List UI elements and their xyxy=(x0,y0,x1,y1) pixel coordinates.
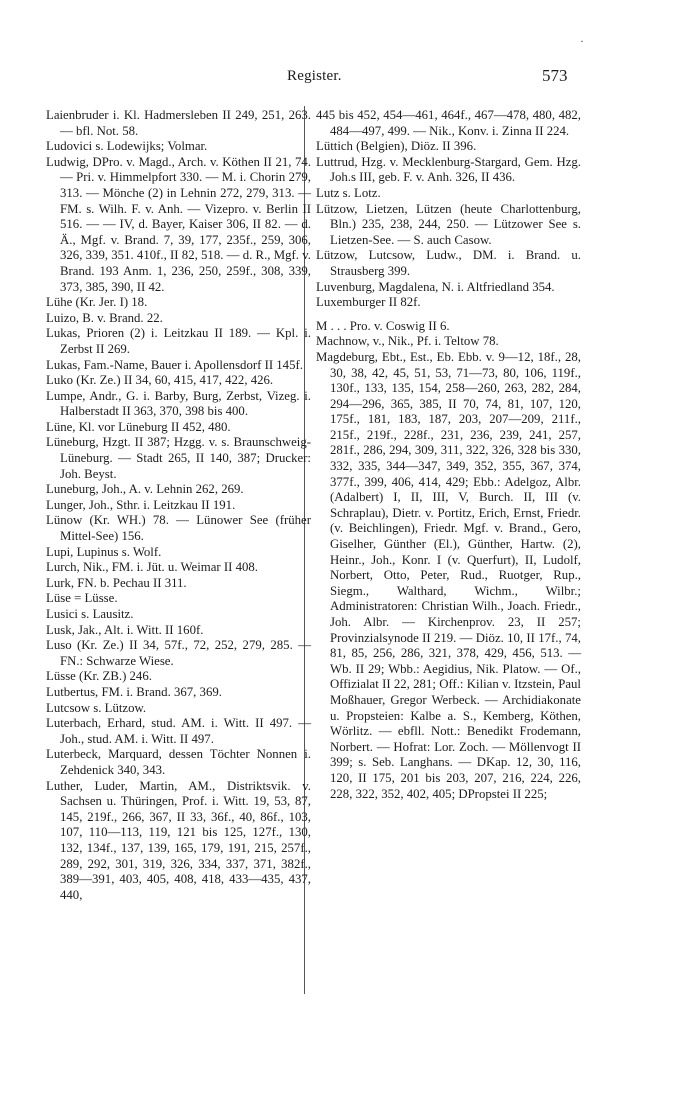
index-entry: Luso (Kr. Ze.) II 34, 57f., 72, 252, 279, 285. — FN.: Schwarze Wiese. xyxy=(46,638,311,668)
index-entry: Machnow, v., Nik., Pf. i. Teltow 78. xyxy=(316,334,499,349)
index-entry: Ludovici s. Lodewijks; Volmar. xyxy=(46,139,208,154)
index-entry: Lüsse (Kr. ZB.) 246. xyxy=(46,669,152,684)
page-header xyxy=(0,68,700,92)
index-entry: Lüneburg, Hzgt. II 387; Hzgg. v. s. Braunschweig-Lüneburg. — Stadt 265, II 140, 387; Drucker: Joh. Beyst. xyxy=(46,435,311,481)
index-entry: Lurk, FN. b. Pechau II 311. xyxy=(46,575,187,590)
index-entry: Luttrud, Hzg. v. Mecklenburg-Stargard, Gem. Hzg. Joh.s III, geb. F. v. Anh. 326, II 436. xyxy=(316,154,581,185)
index-entry: Magdeburg, Ebt., Est., Eb. Ebb. v. 9—12, 18f., 28, 30, 38, 42, 45, 51, 53, 71—73, 80, 106, 119f., 130f., 133, 135, 154, 258—260, 263, 282, 284, 294—296, 365, 385, II 70, 74, 81, 107, 120, 175f., 181, 183, 187, 203, 207—209, 211f., 215f., 219f., 228f., 231, 236, 239, 241, 257, 281f., 286, 294, 309, 311, 322, 326, 328 bis 330, 332, 335, 344—347, 349, 352, 355, 367, 374, 377f., 399, 406, 414, 429; Ebb.: Adelgoz, Albr. (Adalbert) I, II, III, V, Burch. II, III (v. Schraplau), Dietr. v. Portitz, Erich, Ernst, Friedr. (v. Beichlingen), Friedr. Mgf. v. Brand., Gero, Giselher, Günther (El.), Günther, Hartw. (2), Heinr., Joh., Konr. I (v. Querfurt), II, Ludolf, Norbert, Otto, Peter, Rud., Ruotger, Rup., Siegm., Walthard, Wichm., Wilbr.; Administratoren: Christian Wilh., Joach. Friedr., Joh. Albr. — Kirchenprov. 23, II 257; Provinzialsynode II 219. — Diöz. 10, II 17f., 74, 81, 85, 256, 286, 321, 378, 429, 456, 513. — Wb. II 29; Wbb.: Aegidius, Nik. Platow. — Of., Offizialat II 22, 281; Off.: Kilian v. Itzstein, Paul Moßhauer, Gregor Werbeck. — Archidiakonate u. Propsteien: Kalbe a. S., Kemberg, Köthen, Wörlitz. — ebfll. Nott.: Benedikt Frodemann, Norbert. — Hofrat: Lor. Zoch. — Möllenvogt II 399; s. Seb. Langhans. — DKap. 12, 30, 116, 120, II 175, 201 bis 203, 207, 216, 224, 226, 228, 322, 352, 402, 405; DPropstei II 225; xyxy=(316,349,581,801)
index-entry: Lützow, Lutcsow, Ludw., DM. i. Brand. u. Strausberg 399. xyxy=(316,248,581,278)
running-title: Register. xyxy=(287,68,342,84)
index-entry: 445 bis 452, 454—461, 464f., 467—478, 480, 482, 484—497, 499. — Nik., Konv. i. Zinna II 224. xyxy=(316,108,581,138)
letter-section-gap xyxy=(316,311,581,319)
index-entry: Lusici s. Lausitz. xyxy=(46,607,134,621)
index-entry: M . . . Pro. v. Coswig II 6. xyxy=(316,318,450,333)
index-entry: Luvenburg, Magdalena, N. i. Altfriedland 354. xyxy=(316,279,555,294)
index-entry: Lunger, Joh., Sthr. i. Leitzkau II 191. xyxy=(46,497,236,512)
index-entry: Luterbach, Erhard, stud. AM. i. Witt. II 497. — Joh., stud. AM. i. Witt. II 497. xyxy=(46,716,311,746)
index-entry: Lutz s. Lotz. xyxy=(316,185,381,200)
index-entry: Lüttich (Belgien), Diöz. II 396. xyxy=(316,139,477,154)
index-entry: Luizo, B. v. Brand. 22. xyxy=(46,310,163,325)
index-entry: Lützow, Lietzen, Lützen (heute Charlottenburg, Bln.) 235, 238, 244, 250. — Lützower See s. Lietzen-See. — S. auch Casow. xyxy=(316,201,581,247)
index-entry: Luneburg, Joh., A. v. Lehnin 262, 269. xyxy=(46,482,244,497)
index-entry: Lüne, Kl. vor Lüneburg II 452, 480. xyxy=(46,419,231,434)
index-entry: Laienbruder i. Kl. Hadmersleben II 249, 251, 263. — bfl. Not. 58. xyxy=(46,108,311,138)
index-entry: Lutcsow s. Lützow. xyxy=(46,700,147,715)
index-entry: Luther, Luder, Martin, AM., Distriktsvik. v. Sachsen u. Thüringen, Prof. i. Witt. 19, 53, 87, 145, 219f., 266, 367, II 33, 36f., 40, 86f., 103, 107, 110—113, 119, 121 bis 125, 127f., 130, 132, 134f., 137, 139, 165, 179, 191, 215, 257f., 289, 292, 301, 319, 326, 334, 337, 371, 382f., 389—391, 403, 405, 408, 418, 433—435, 437, 440, xyxy=(46,778,311,902)
index-entry: Lupi, Lupinus s. Wolf. xyxy=(46,544,162,559)
index-entry: Lurch, Nik., FM. i. Jüt. u. Weimar II 408. xyxy=(46,560,258,575)
index-entry: Lutbertus, FM. i. Brand. 367, 369. xyxy=(46,684,222,699)
index-entry: Lumpe, Andr., G. i. Barby, Burg, Zerbst, Vizeg. i. Halberstadt II 363, 370, 398 bis 400. xyxy=(46,388,311,419)
index-entry: Lünow (Kr. WH.) 78. — Lünower See (früher Mittel-See) 156. xyxy=(46,513,311,544)
index-entry: Lukas, Fam.-Name, Bauer i. Apollensdorf II 145f. xyxy=(46,357,303,372)
page-number: 573 xyxy=(542,66,568,85)
index-entry: Luko (Kr. Ze.) II 34, 60, 415, 417, 422, 426. xyxy=(46,373,274,388)
index-entry: Ludwig, DPro. v. Magd., Arch. v. Köthen II 21, 74. — Pri. v. Himmelpfort 330. — M. i. Chorin 279, 313. — Mönche (2) in Lehnin 272, 279, 313. — FM. s. Wilh. F. v. Anh. — Vizepro. v. Berlin II 516. — — IV, d. Bayer, Kaiser 306, II 82. — d. Ä., Mgf. v. Brand. 7, 39, 177, 235f., 259, 306, 326, 339, 351. 410f., II 82, 518. — d. R., Mgf. v. Brand. 193 Anm. 1, 236, 250, 259f., 308, 339, 373, 385, 390, II 42. xyxy=(46,154,311,294)
index-entry: Lukas, Prioren (2) i. Leitzkau II 189. — Kpl. i. Zerbst II 269. xyxy=(46,326,311,356)
right-column xyxy=(316,108,581,802)
index-entry: Luxemburger II 82f. xyxy=(316,295,421,310)
left-column xyxy=(46,108,311,903)
index-entry: Lusk, Jak., Alt. i. Witt. II 160f. xyxy=(46,622,204,637)
index-entry: Lüse = Lüsse. xyxy=(46,591,118,606)
print-speck: · xyxy=(580,34,584,48)
index-entry: Luterbeck, Marquard, dessen Töchter Nonnen i. Zehdenick 340, 343. xyxy=(46,747,311,777)
index-entry: Lühe (Kr. Jer. I) 18. xyxy=(46,295,148,310)
